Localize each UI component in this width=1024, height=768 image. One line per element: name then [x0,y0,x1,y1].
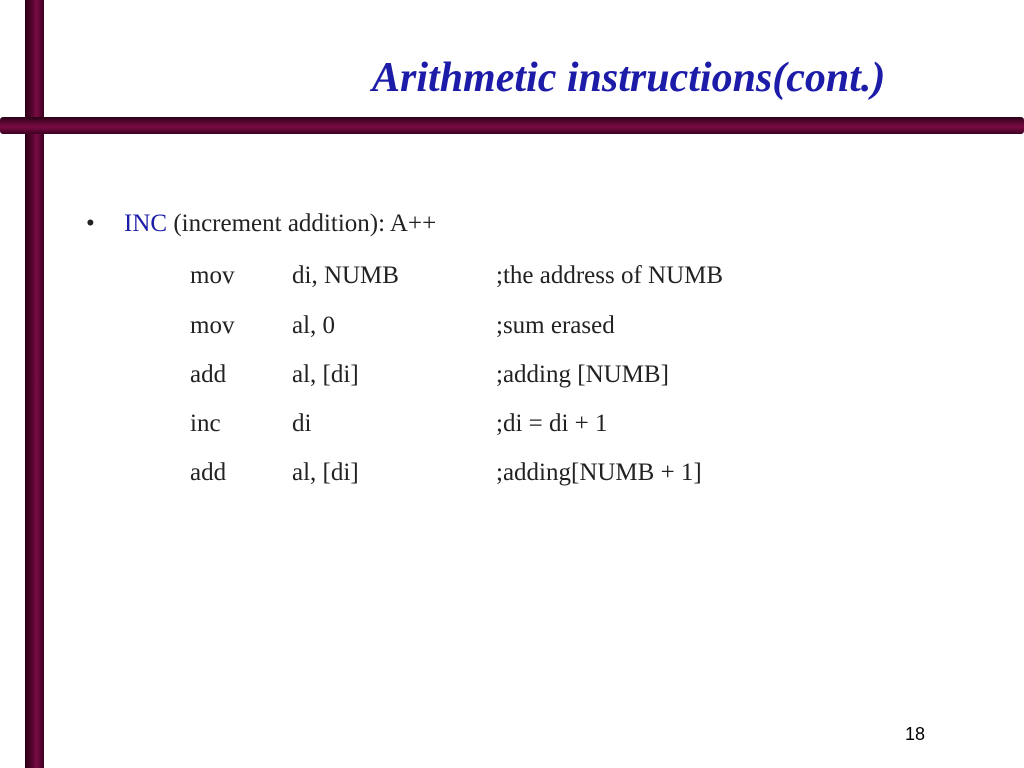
code-comment: ;di = di + 1 [496,410,608,437]
code-operands: al, 0 [292,312,336,339]
code-comment: ;adding[NUMB + 1] [496,459,702,486]
code-opcode: add [190,361,227,388]
page-number: 18 [905,724,926,744]
slide-title: Arithmetic instructions(cont.) [372,55,886,101]
bullet-item-inc [86,209,436,239]
code-opcode: inc [190,410,221,437]
vertical-accent-bar [25,0,44,768]
code-opcode: mov [190,312,235,339]
horizontal-accent-bar [0,117,1024,134]
code-operands: di, NUMB [292,262,399,289]
code-operands: al, [di] [292,459,359,486]
code-operands: al, [di] [292,361,359,388]
code-opcode: mov [190,262,235,289]
instruction-description: (increment addition): A++ [167,210,437,237]
code-operands: di [292,410,312,437]
code-comment: ;the address of NUMB [496,262,724,289]
bullet-marker: • [86,210,95,237]
code-comment: ;adding [NUMB] [496,361,669,388]
code-comment: ;sum erased [496,312,615,339]
instruction-keyword: INC [124,210,168,237]
code-opcode: add [190,459,227,486]
